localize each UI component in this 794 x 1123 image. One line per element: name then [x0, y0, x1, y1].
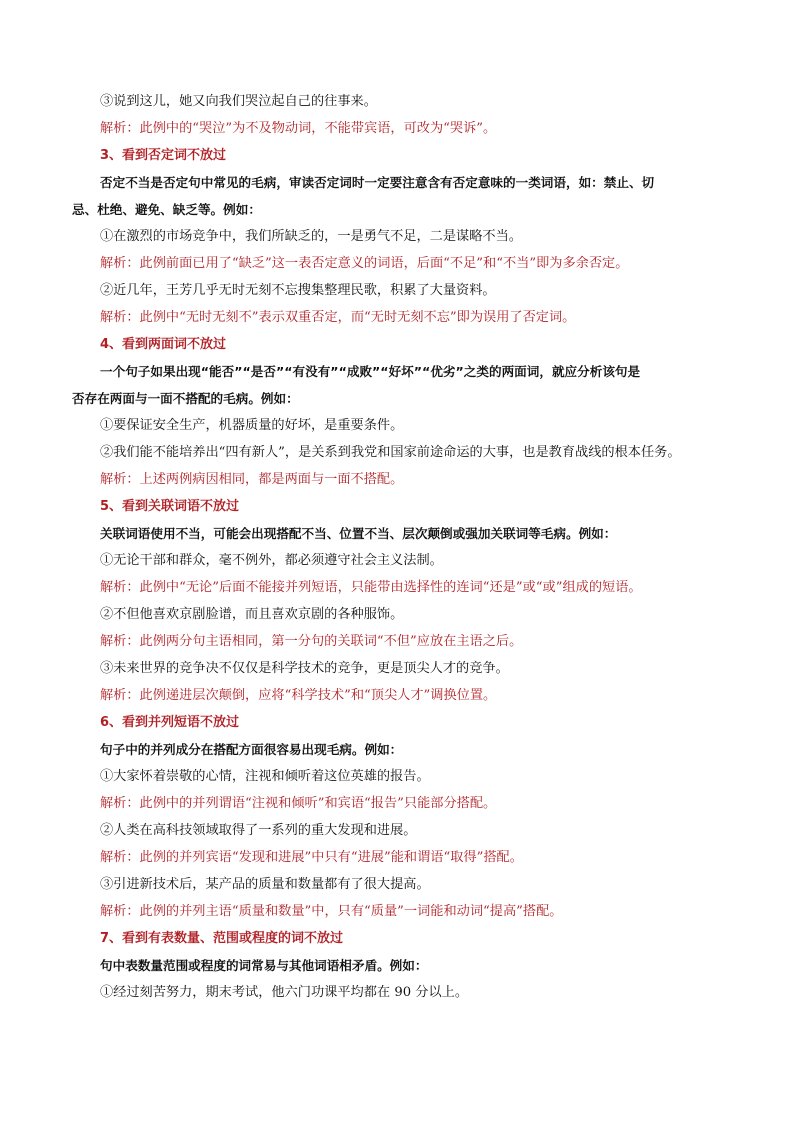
analysis-text: 解析：此例的并列宾语“发现和进展”中只有“进展”能和谓语“取得”搭配。	[100, 850, 523, 865]
section-intro: 句中表数量范围或程度的词常易与其他词语相矛盾。例如：	[100, 958, 428, 973]
example-sentence: ②我们能不能培养出“四有新人”，是关系到我党和国家前途命运的大事，也是教育战线的根本任务。	[100, 445, 681, 460]
section-intro-continued: 忌、杜绝、避免、缺乏等。例如：	[72, 202, 261, 217]
analysis-text: 解析：此例中“无时无刻不”表示双重否定，而“无时无刻不忘”即为误用了否定词。	[100, 310, 576, 325]
section-intro: 否定不当是否定句中常见的毛病，审读否定词时一定要注意含有否定意味的一类词语，如：禁止、切	[100, 175, 655, 190]
example-sentence: ②近几年，王芳几乎无时无刻不忘搜集整理民歌，积累了大量资料。	[100, 283, 496, 298]
analysis-text: 解析：此例前面已用了“缺乏”这一表否定意义的词语，后面“不足”和“不当”即为多余否定。	[100, 256, 629, 271]
example-sentence: ③引进新技术后，某产品的质量和数量都有了很大提高。	[100, 877, 430, 892]
section-heading: 7、看到有表数量、范围或程度的词不放过	[100, 931, 344, 946]
document-body	[0, 88, 794, 1006]
example-sentence: ①要保证安全生产，机器质量的好坏，是重要条件。	[100, 418, 404, 433]
analysis-text: 解析：此例递进层次颠倒，应将“科学技术”和“顶尖人才”调换位置。	[100, 688, 497, 703]
section-intro: 关联词语使用不当，可能会出现搭配不当、位置不当、层次颠倒或强加关联词等毛病。例如：	[100, 526, 617, 541]
example-sentence: ③未来世界的竞争决不仅仅是科学技术的竞争，更是顶尖人才的竞争。	[100, 661, 509, 676]
section-heading: 4、看到两面词不放过	[100, 337, 227, 352]
example-sentence: ③说到这儿，她又向我们哭泣起自己的往事来。	[100, 94, 377, 109]
section-intro: 句子中的并列成分在搭配方面很容易出现毛病。例如：	[100, 742, 403, 757]
analysis-text: 解析：此例中的“哭泣”为不及物动词，不能带宾语，可改为“哭诉”。	[100, 121, 497, 136]
section-intro-continued: 否存在两面与一面不搭配的毛病。例如：	[72, 391, 299, 406]
section-heading: 3、看到否定词不放过	[100, 148, 227, 163]
analysis-text: 解析：此例两分句主语相同，第一分句的关联词“不但”应放在主语之后。	[100, 634, 523, 649]
example-sentence: ②不但他喜欢京剧脸谱，而且喜欢京剧的各种服饰。	[100, 607, 404, 622]
analysis-text: 解析：此例中的并列谓语“注视和倾听”和宾语“报告”只能部分搭配。	[100, 796, 497, 811]
example-sentence: ①无论干部和群众，毫不例外，都必须遵守社会主义法制。	[100, 553, 443, 568]
section-intro: 一个句子如果出现“能否”“是否”“有没有”“成败”“好坏”“优劣”之类的两面词，就应分析该句是	[100, 364, 641, 379]
section-heading: 5、看到关联词语不放过	[100, 499, 240, 514]
analysis-text: 解析：上述两例病因相同，都是两面与一面不搭配。	[100, 472, 404, 487]
example-sentence: ①在激烈的市场竞争中，我们所缺乏的，一是勇气不足，二是谋略不当。	[100, 229, 522, 244]
analysis-text: 解析：此例中“无论”后面不能接并列短语，只能带由选择性的连词“还是”或“或”组成的短语。	[100, 580, 642, 595]
example-sentence: ①大家怀着崇敬的心情，注视和倾听着这位英雄的报告。	[100, 769, 430, 784]
example-sentence: ②人类在高科技领域取得了一系列的重大发现和进展。	[100, 823, 417, 838]
example-sentence: ①经过刻苦努力，期末考试，他六门功课平均都在 90 分以上。	[100, 985, 469, 1000]
analysis-text: 解析：此例的并列主语“质量和数量”中，只有“质量”一词能和动词“提高”搭配。	[100, 904, 563, 919]
section-heading: 6、看到并列短语不放过	[100, 715, 240, 730]
